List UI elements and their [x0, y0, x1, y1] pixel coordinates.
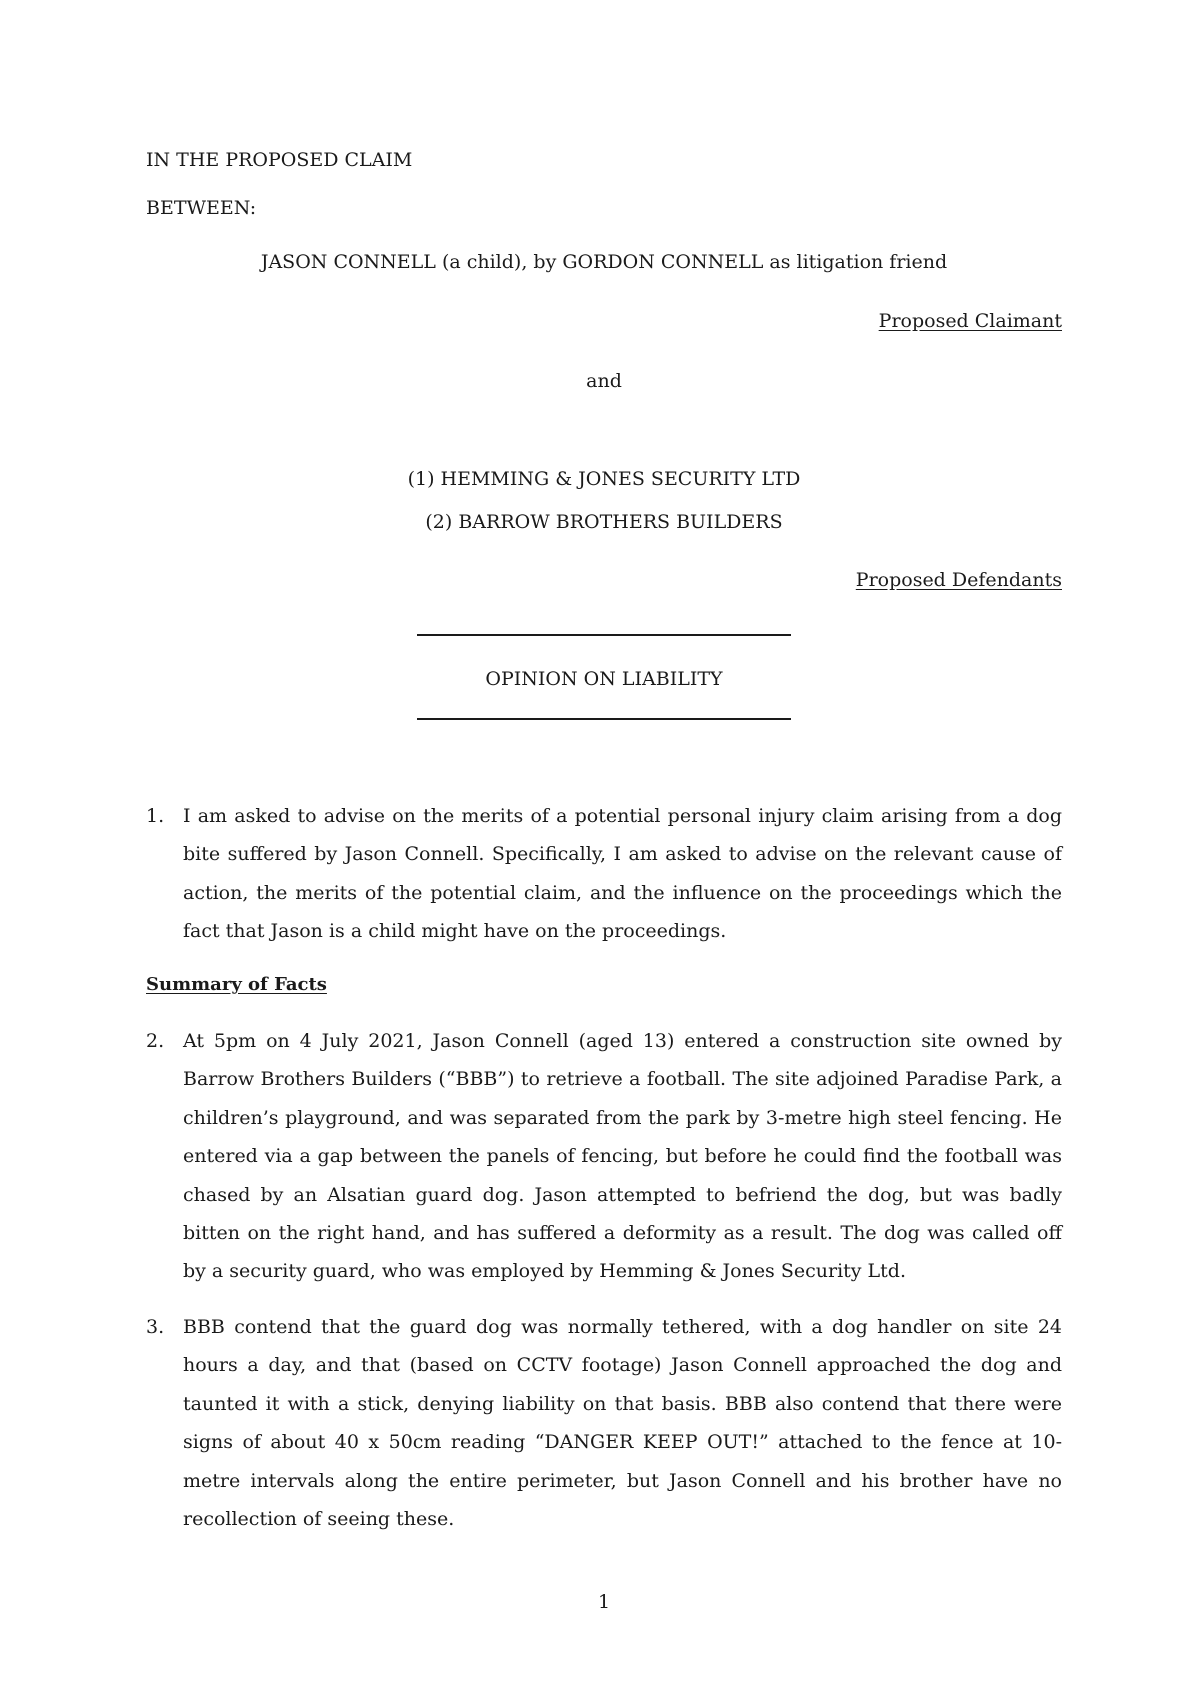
paragraph-2	[146, 1022, 1062, 1291]
defendant-role	[146, 568, 1062, 592]
between-label: BETWEEN:	[146, 197, 257, 219]
defendant-2: (2) BARROW BROTHERS BUILDERS	[425, 511, 783, 533]
paragraph-number: 3.	[146, 1316, 165, 1338]
and-label: and	[586, 370, 622, 392]
paragraph-1	[146, 797, 1062, 951]
document-title: OPINION ON LIABILITY	[485, 668, 723, 690]
defendant-role-text: Proposed Defendants	[855, 569, 1062, 591]
paragraph-number: 2.	[146, 1030, 165, 1052]
claim-title: IN THE PROPOSED CLAIM	[146, 149, 413, 171]
claimant-role	[146, 309, 1062, 333]
claimant-name: JASON CONNELL (a child), by GORDON CONNELL as litigation friend	[260, 251, 948, 273]
paragraph-text: BBB contend that the guard dog was normally tethered, with a dog handler on site 24 hours a day, and that (based on CCTV footage) Jason Connell approached the dog and taunted it with a stick, denying liability on that basis. BBB also contend that there were signs of about 40 x 50cm reading “DANGER KEEP OUT!” attached to the fence at 10-metre intervals along the entire perimeter, but Jason Connell and his brother have no recollection of seeing these.	[183, 1316, 1062, 1531]
title-rule-bottom	[417, 718, 791, 720]
page-number: 1	[597, 1591, 611, 1613]
paragraph-text: At 5pm on 4 July 2021, Jason Connell (aged 13) entered a construction site owned by Barrow Brothers Builders (“BBB”) to retrieve a football. The site adjoined Paradise Park, a children’s playground, and was separated from the park by 3-metre high steel fencing. He entered via a gap between the panels of fencing, but before he could find the football was chased by an Alsatian guard dog. Jason attempted to befriend the dog, but was badly bitten on the right hand, and has suffered a deformity as a result. The dog was called off by a security guard, who was employed by Hemming & Jones Security Ltd.	[183, 1030, 1062, 1283]
paragraph-number: 1.	[146, 805, 165, 827]
section-heading: Summary of Facts	[146, 974, 327, 995]
claimant-role-text: Proposed Claimant	[878, 310, 1062, 332]
title-rule-top	[417, 634, 791, 636]
paragraph-3	[146, 1308, 1062, 1538]
paragraph-text: I am asked to advise on the merits of a potential personal injury claim arising from a dog bite suffered by Jason Connell. Specifically, I am asked to advise on the relevant cause of action, the merits of the potential claim, and the influence on the proceedings which the fact that Jason is a child might have on the proceedings.	[183, 805, 1062, 943]
defendant-1: (1) HEMMING & JONES SECURITY LTD	[407, 468, 801, 490]
